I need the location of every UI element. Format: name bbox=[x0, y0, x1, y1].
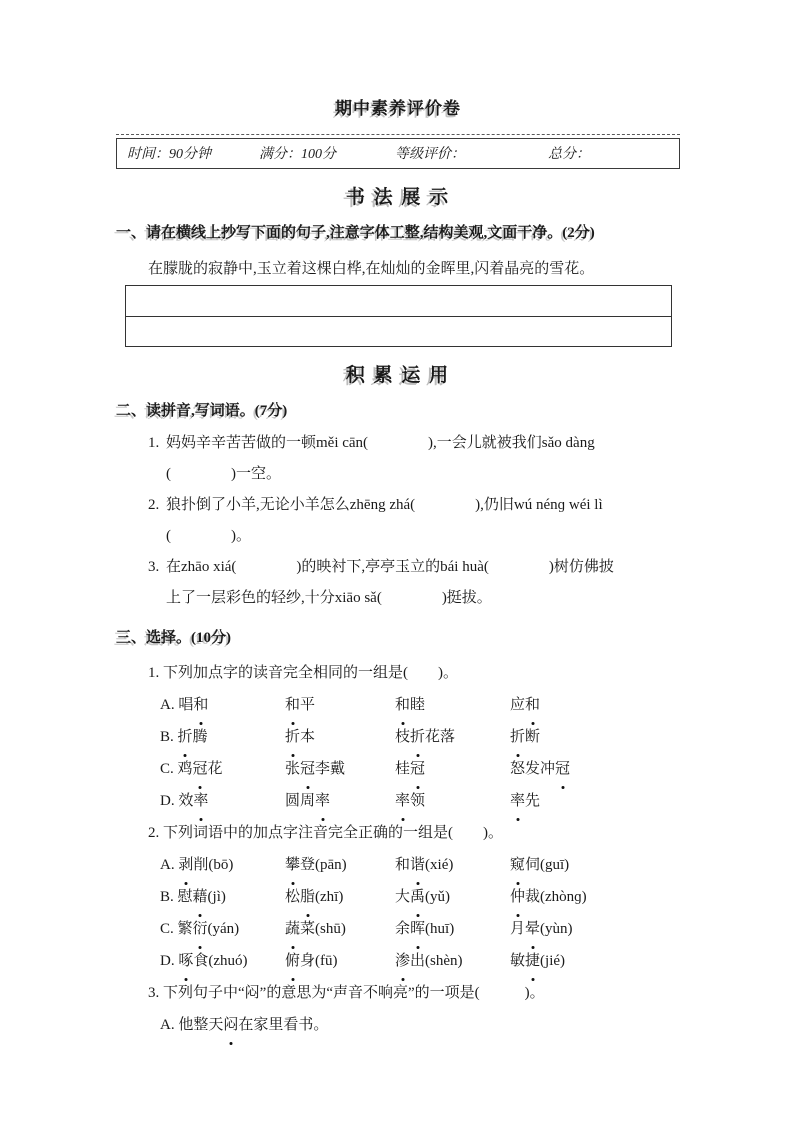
dotted-char: 禹 bbox=[410, 881, 425, 913]
item-body bbox=[166, 428, 680, 490]
choice-option: 折本 bbox=[285, 721, 395, 753]
choice-question bbox=[148, 817, 680, 977]
item-line: ( )。 bbox=[166, 528, 251, 544]
choice-option: 和平 bbox=[285, 689, 395, 721]
choice-option-row bbox=[160, 753, 680, 785]
pinyin-item bbox=[148, 428, 680, 490]
dotted-char: 和 bbox=[395, 689, 410, 721]
question-one-heading: 一、请在横线上抄写下面的句子,注意字体工整,结构美观,文面干净。(2分) bbox=[116, 225, 595, 241]
item-line: ( )一空。 bbox=[166, 466, 281, 482]
choice-option: A. 唱和 bbox=[160, 689, 285, 721]
choice-option: 松脂(zhī) bbox=[285, 881, 395, 913]
choice-option-row bbox=[160, 881, 680, 913]
choice-option: B. 折腾 bbox=[160, 721, 285, 753]
copy-sentence: 在朦胧的寂静中,玉立着这棵白桦,在灿灿的金晖里,闪着晶亮的雪花。 bbox=[148, 261, 595, 277]
choice-option: 窥伺(guī) bbox=[510, 849, 569, 881]
pinyin-item-list bbox=[116, 428, 680, 614]
section-header-calligraphy: 书 法 展 示 bbox=[345, 187, 451, 208]
dotted-char: 晖 bbox=[410, 913, 425, 945]
dotted-char: 折 bbox=[510, 721, 525, 753]
dotted-char: 剥 bbox=[178, 849, 193, 881]
dotted-char: 和 bbox=[285, 689, 300, 721]
meta-full-score: 满分：100分 bbox=[259, 147, 336, 162]
dotted-char: 率 bbox=[315, 785, 330, 817]
choice-option: 张冠李戴 bbox=[285, 753, 395, 785]
choice-option: 月晕(yùn) bbox=[510, 913, 573, 945]
choice-option: 仲裁(zhònɡ) bbox=[510, 881, 587, 913]
choice-question bbox=[148, 977, 680, 1041]
choice-question-text: 2. 下列词语中的加点字注音完全正确的一组是( )。 bbox=[148, 825, 503, 841]
writing-box bbox=[125, 285, 672, 347]
choice-option-row bbox=[160, 945, 680, 977]
item-line: 狼扑倒了小羊,无论小羊怎么zhēng zhá( ),仍旧wú nénɡ wéi lì bbox=[166, 497, 603, 513]
dotted-char: 冠 bbox=[555, 753, 570, 785]
dotted-char: 冠 bbox=[300, 753, 315, 785]
choice-option: 敏捷(jié) bbox=[510, 945, 565, 977]
exam-meta-bar bbox=[116, 138, 680, 169]
choice-option: 率先 bbox=[510, 785, 540, 817]
item-body bbox=[166, 490, 680, 552]
choice-option: 枝折花落 bbox=[395, 721, 510, 753]
choice-option: 折断 bbox=[510, 721, 540, 753]
dotted-char: 仲 bbox=[510, 881, 525, 913]
pinyin-item bbox=[148, 490, 680, 552]
choice-option-row bbox=[160, 913, 680, 945]
choice-option-row bbox=[160, 689, 680, 721]
item-number: 2. bbox=[148, 497, 160, 513]
dotted-char: 渗 bbox=[395, 945, 410, 977]
choice-option: 应和 bbox=[510, 689, 540, 721]
page-title: 期中素养评价卷 bbox=[335, 99, 461, 118]
choice-option-row bbox=[160, 785, 680, 817]
choice-question-text: 1. 下列加点字的读音完全相同的一组是( )。 bbox=[148, 665, 458, 681]
choice-option: D. 效率 bbox=[160, 785, 285, 817]
dashed-divider bbox=[116, 134, 680, 135]
dotted-char: 窥 bbox=[510, 849, 525, 881]
choice-option: A. 剥削(bō) bbox=[160, 849, 285, 881]
choice-option: 攀登(pān) bbox=[285, 849, 395, 881]
choice-option: C. 鸡冠花 bbox=[160, 753, 285, 785]
item-line: 上了一层彩色的轻纱,十分xiāo sǎ( )挺拔。 bbox=[166, 590, 492, 606]
question-two-heading: 二、读拼音,写词语。(7分) bbox=[116, 403, 288, 419]
dotted-char: 衍 bbox=[193, 913, 208, 945]
choice-option: D. 啄食(zhuó) bbox=[160, 945, 285, 977]
dotted-char: 折 bbox=[178, 721, 193, 753]
choice-option-row bbox=[160, 721, 680, 753]
pinyin-item bbox=[148, 552, 680, 614]
choice-option: C. 繁衍(yán) bbox=[160, 913, 285, 945]
dotted-char: 和 bbox=[525, 689, 540, 721]
item-line: 妈妈辛辛苦苦做的一顿měi cān( ),一会儿就被我们sǎo dàng bbox=[166, 435, 595, 451]
dotted-char: 率 bbox=[193, 785, 208, 817]
item-body bbox=[166, 552, 680, 614]
dotted-char: 折 bbox=[410, 721, 425, 753]
choice-question-list bbox=[116, 657, 680, 1041]
choice-option: 大禹(yǔ) bbox=[395, 881, 510, 913]
dotted-char: 脂 bbox=[300, 881, 315, 913]
dotted-char: 冠 bbox=[410, 753, 425, 785]
choice-option: 率领 bbox=[395, 785, 510, 817]
choice-question bbox=[148, 657, 680, 817]
choice-option: A. 他整天闷在家里看书。 bbox=[160, 1009, 328, 1041]
dotted-char: 和 bbox=[193, 689, 208, 721]
choice-option: 余晖(huī) bbox=[395, 913, 510, 945]
choice-option-row bbox=[160, 1009, 680, 1041]
choice-option: 圆周率 bbox=[285, 785, 395, 817]
dotted-char: 攀 bbox=[285, 849, 300, 881]
dotted-char: 藉 bbox=[193, 881, 208, 913]
dotted-char: 折 bbox=[285, 721, 300, 753]
item-number: 3. bbox=[148, 559, 160, 575]
choice-option: 和谐(xié) bbox=[395, 849, 510, 881]
choice-option: 和睦 bbox=[395, 689, 510, 721]
dotted-char: 蔬 bbox=[285, 913, 300, 945]
choice-option: B. 慰藉(jì) bbox=[160, 881, 285, 913]
item-line: 在zhāo xiá( )的映衬下,亭亭玉立的bái huà( )树仿佛披 bbox=[166, 559, 614, 575]
choice-option: 蔬菜(shū) bbox=[285, 913, 395, 945]
choice-option: 怒发冲冠 bbox=[510, 753, 570, 785]
dotted-char: 晕 bbox=[525, 913, 540, 945]
choice-option: 桂冠 bbox=[395, 753, 510, 785]
dotted-char: 率 bbox=[395, 785, 410, 817]
writing-line bbox=[126, 286, 671, 316]
writing-line bbox=[126, 316, 671, 346]
choice-question-text: 3. 下列句子中“闷”的意思为“声音不响亮”的一项是( )。 bbox=[148, 985, 545, 1001]
section-header-accumulation: 积 累 运 用 bbox=[345, 365, 451, 386]
dotted-char: 冠 bbox=[193, 753, 208, 785]
dotted-char: 闷 bbox=[223, 1009, 238, 1041]
dotted-char: 谐 bbox=[410, 849, 425, 881]
item-number: 1. bbox=[148, 435, 160, 451]
meta-time: 时间：90分钟 bbox=[127, 147, 211, 162]
dotted-char: 率 bbox=[510, 785, 525, 817]
dotted-char: 捷 bbox=[525, 945, 540, 977]
meta-grade-eval: 等级评价： bbox=[395, 147, 465, 162]
question-three-heading: 三、选择。(10分) bbox=[116, 630, 231, 646]
choice-option-row bbox=[160, 849, 680, 881]
choice-option: 俯身(fū) bbox=[285, 945, 395, 977]
choice-option: 渗出(shèn) bbox=[395, 945, 510, 977]
dotted-char: 俯 bbox=[285, 945, 300, 977]
meta-total-score: 总分： bbox=[548, 147, 590, 162]
dotted-char: 啄 bbox=[178, 945, 193, 977]
